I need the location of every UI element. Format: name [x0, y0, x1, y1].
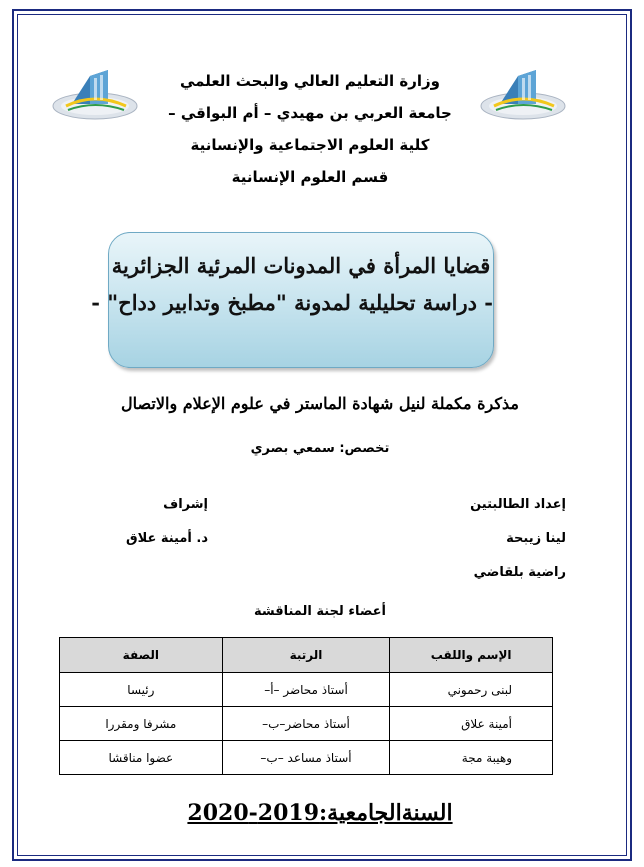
- supervisor-label: إشراف: [163, 497, 208, 512]
- committee-title: أعضاء لجنة المناقشة: [253, 604, 387, 619]
- column-header-rank: الرتبة: [222, 638, 390, 673]
- member-rank: أستاذ محاضر –أ–: [222, 673, 390, 707]
- table-row: [60, 673, 553, 707]
- supervisor-name: د. أمينة علاق: [125, 531, 208, 546]
- column-header-role: الصفة: [60, 638, 223, 673]
- institution-header: [150, 65, 470, 193]
- university-logo-icon: [478, 62, 568, 122]
- university-logo-icon: [50, 62, 140, 122]
- ministry-name: وزارة التعليم العالي والبحث العلمي: [179, 72, 441, 90]
- member-name: أمينة علاق: [390, 707, 553, 741]
- faculty-name: كلية العلوم الاجتماعية والإنسانية: [190, 136, 430, 154]
- thesis-title: قضايا المرأة في المدونات المرئية الجزائرية: [111, 253, 491, 278]
- thesis-title-box: [91, 232, 494, 368]
- member-name: وهيبة مجة: [390, 741, 553, 775]
- student-name: لينا زيبحة: [506, 531, 566, 546]
- university-name: جامعة العربي بن مهيدي – أم البواقي –: [168, 104, 452, 122]
- committee-table: [59, 637, 553, 775]
- students-label: إعداد الطالبتين: [470, 497, 566, 512]
- member-role: مشرفا ومقررا: [60, 707, 223, 741]
- supervisor-block: [88, 488, 208, 556]
- table-header-row: [60, 638, 553, 673]
- students-block: [470, 488, 566, 590]
- member-rank: أستاذ مساعد –ب–: [222, 741, 390, 775]
- department-name: قسم العلوم الإنسانية: [231, 168, 389, 186]
- thesis-subtitle: - دراسة تحليلية لمدونة "مطبخ وتدابير دداح" -: [91, 290, 493, 315]
- member-rank: أستاذ محاضر–ب–: [222, 707, 390, 741]
- specialization: تخصص: سمعي بصري: [250, 441, 390, 456]
- member-role: عضوا مناقشا: [60, 741, 223, 775]
- member-name: لبنى رحموني: [390, 673, 553, 707]
- table-row: [60, 741, 553, 775]
- table-row: [60, 707, 553, 741]
- student-name: راضية بلقاضي: [473, 565, 566, 580]
- memo-description: مذكرة مكملة لنيل شهادة الماستر في علوم الإعلام والاتصال: [121, 394, 519, 413]
- academic-year: السنةالجامعية:2019-2020: [187, 800, 453, 826]
- member-role: رئيسا: [60, 673, 223, 707]
- column-header-name: الإسم واللقب: [390, 638, 553, 673]
